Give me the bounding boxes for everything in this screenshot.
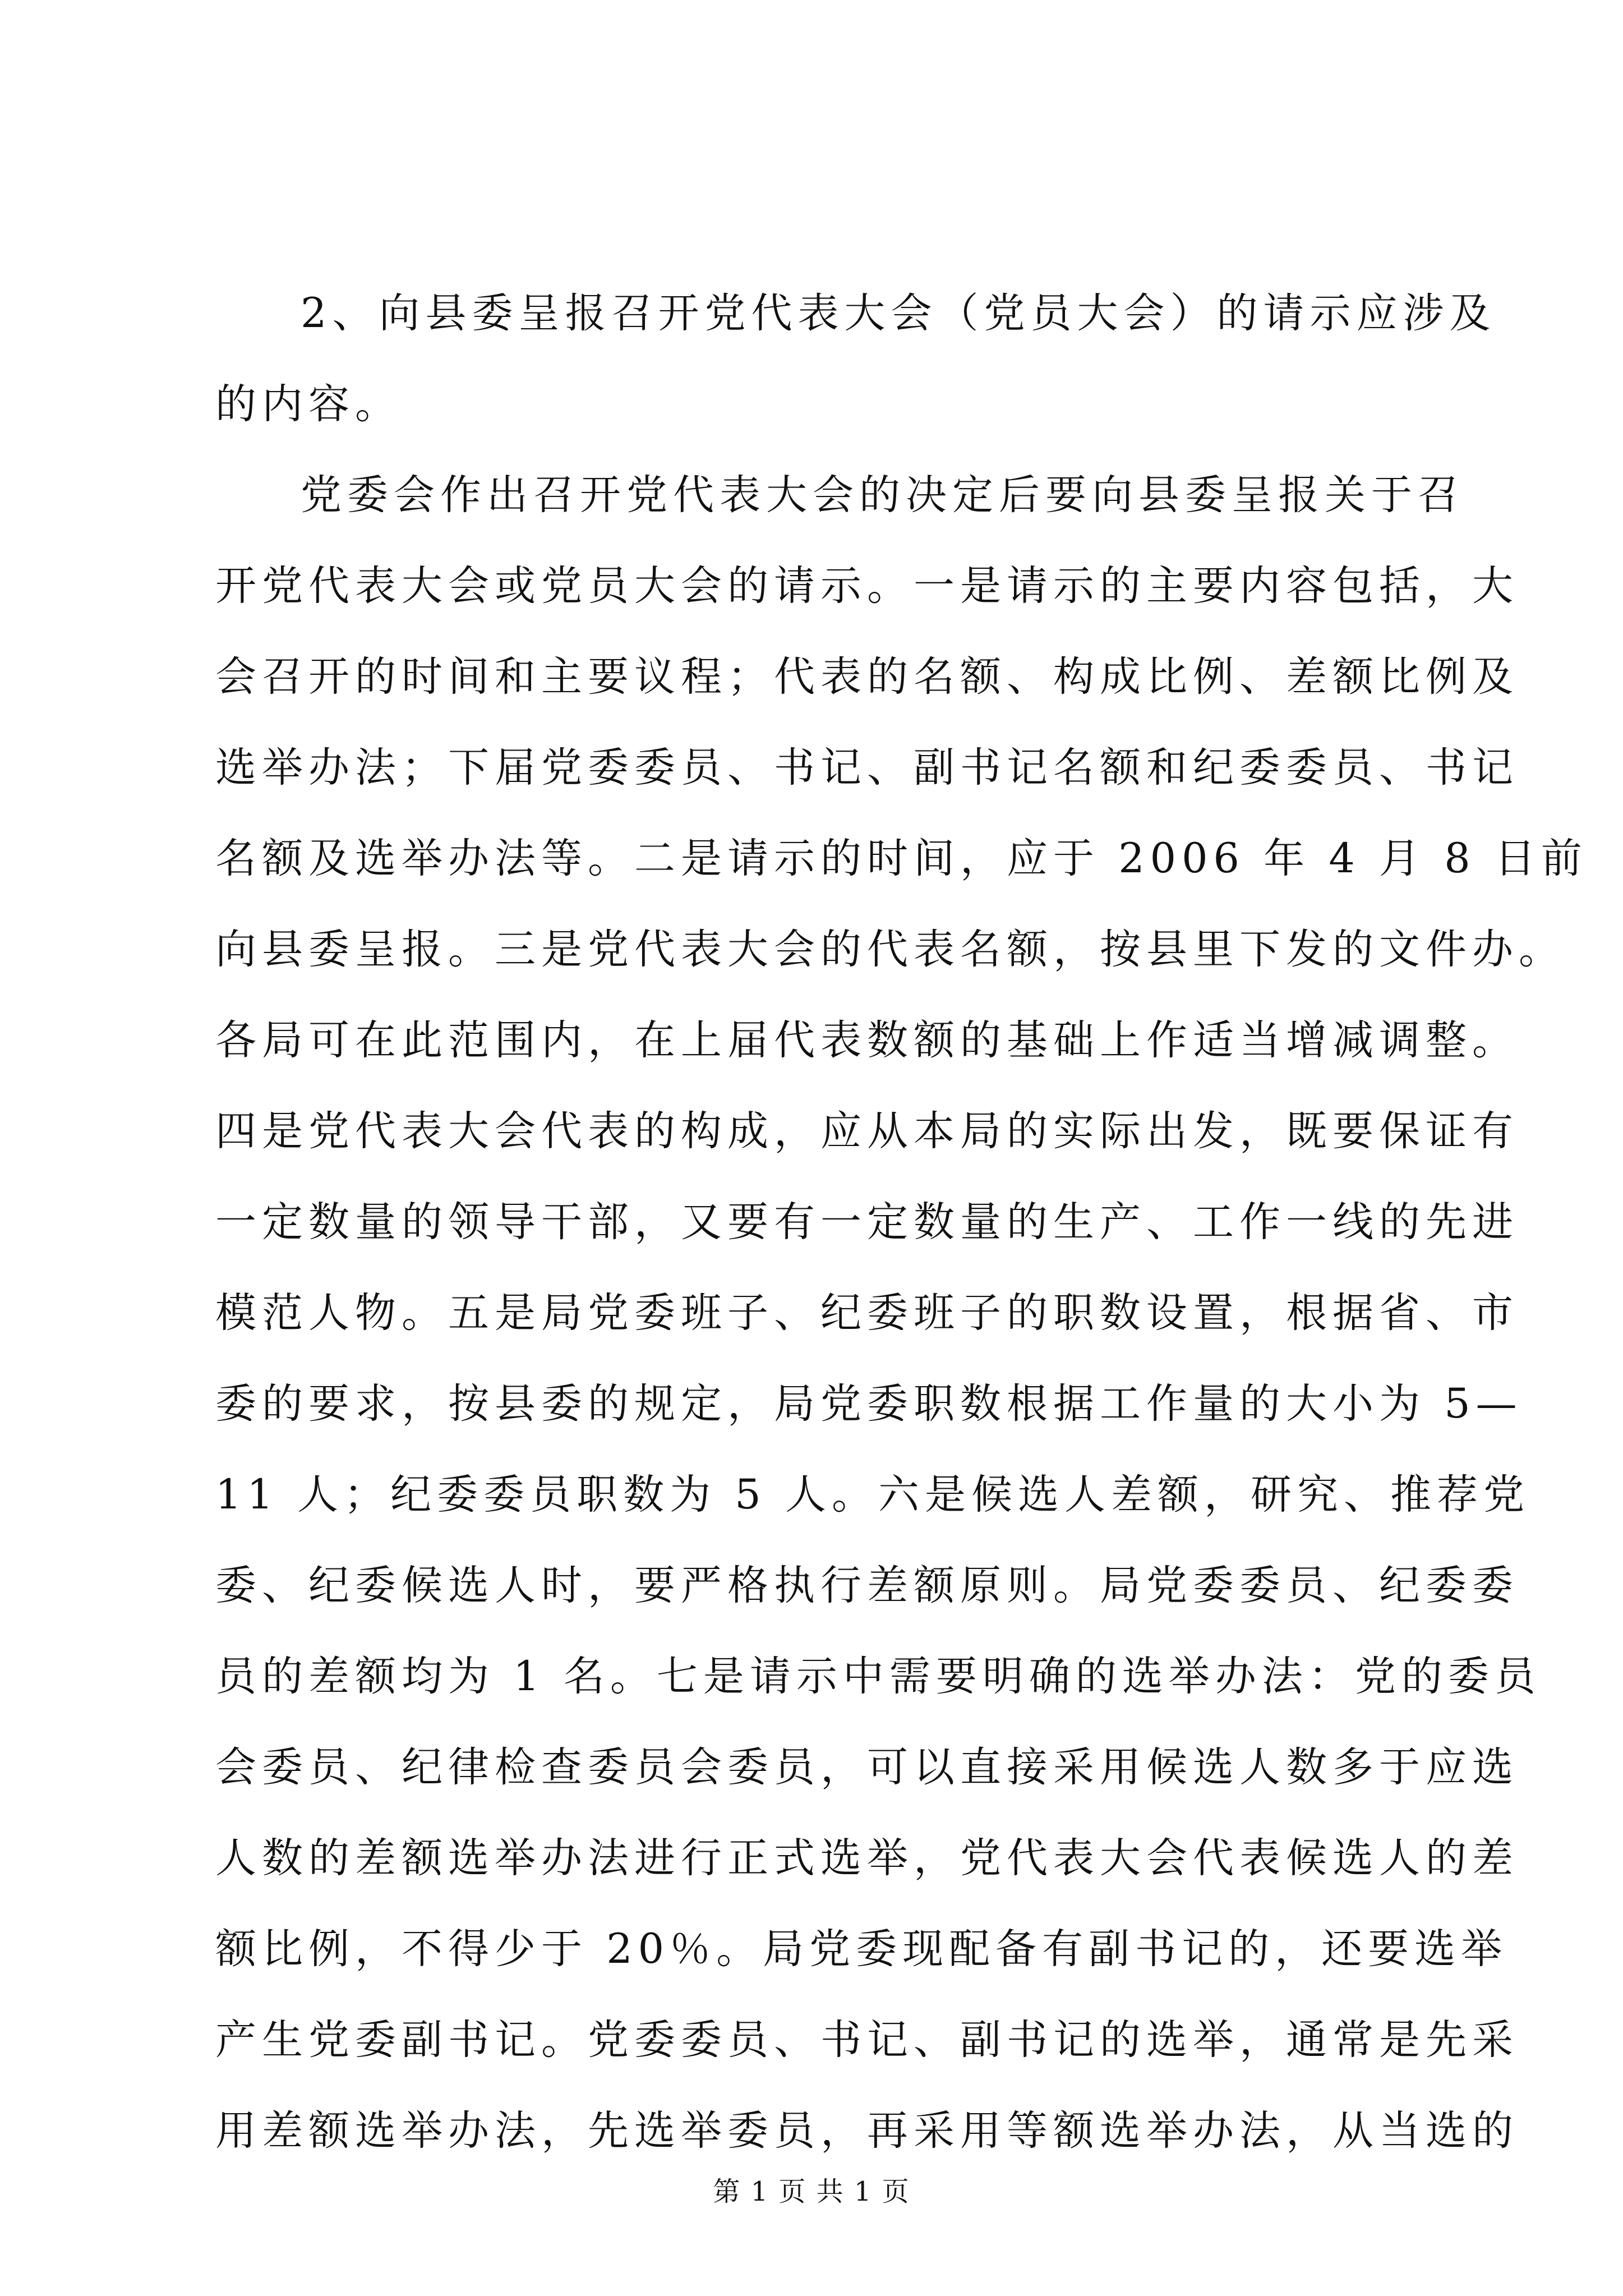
- text-line: 会委员、纪律检查委员会委员，可以直接采用候选人数多于应选: [215, 1743, 1519, 1791]
- text-line: 用差额选举办法，先选举委员，再采用等额选举办法，从当选的: [215, 2107, 1519, 2155]
- text-line: 一定数量的领导干部，又要有一定数量的生产、工作一线的先进: [215, 1198, 1519, 1246]
- text-line: 人数的差额选举办法进行正式选举，党代表大会代表候选人的差: [215, 1834, 1519, 1882]
- text-line: 名额及选举办法等。二是请示的时间，应于 2006 年 4 月 8 日前: [215, 835, 1588, 882]
- text-line: 向县委呈报。三是党代表大会的代表名额，按县里下发的文件办。: [215, 926, 1565, 973]
- text-line: 会召开的时间和主要议程；代表的名额、构成比例、差额比例及: [215, 653, 1519, 701]
- text-line: 四是党代表大会代表的构成，应从本局的实际出发，既要保证有: [215, 1107, 1519, 1155]
- text-line: 2、向县委呈报召开党代表大会（党员大会）的请示应涉及: [301, 289, 1496, 337]
- text-line: 开党代表大会或党员大会的请示。一是请示的主要内容包括，大: [215, 562, 1519, 610]
- text-line: 委的要求，按县委的规定，局党委职数根据工作量的大小为 5—: [215, 1380, 1523, 1428]
- text-line: 选举办法；下届党委委员、书记、副书记名额和纪委委员、书记: [215, 744, 1519, 792]
- body-text: [215, 268, 1588, 2177]
- page-footer: [0, 2170, 1623, 2208]
- text-line: 党委会作出召开党代表大会的决定后要向县委呈报关于召: [301, 471, 1464, 519]
- text-line: 委、纪委候选人时，要严格执行差额原则。局党委委员、纪委委: [215, 1562, 1519, 1609]
- text-line: 11 人；纪委委员职数为 5 人。六是候选人差额，研究、推荐党: [215, 1471, 1530, 1519]
- text-line: 的内容。: [215, 380, 402, 428]
- text-line: 员的差额均为 1 名。七是请示中需要明确的选举办法：党的委员: [215, 1653, 1541, 1700]
- text-line: 各局可在此范围内，在上届代表数额的基础上作适当增减调整。: [215, 1016, 1519, 1064]
- text-line: 额比例，不得少于 20％。局党委现配备有副书记的，还要选举: [215, 1925, 1508, 1973]
- text-line: 产生党委副书记。党委委员、书记、副书记的选举，通常是先采: [215, 2016, 1519, 2064]
- page-indicator: 第 1 页 共 1 页: [713, 2176, 910, 2207]
- text-line: 模范人物。五是局党委班子、纪委班子的职数设置，根据省、市: [215, 1289, 1519, 1337]
